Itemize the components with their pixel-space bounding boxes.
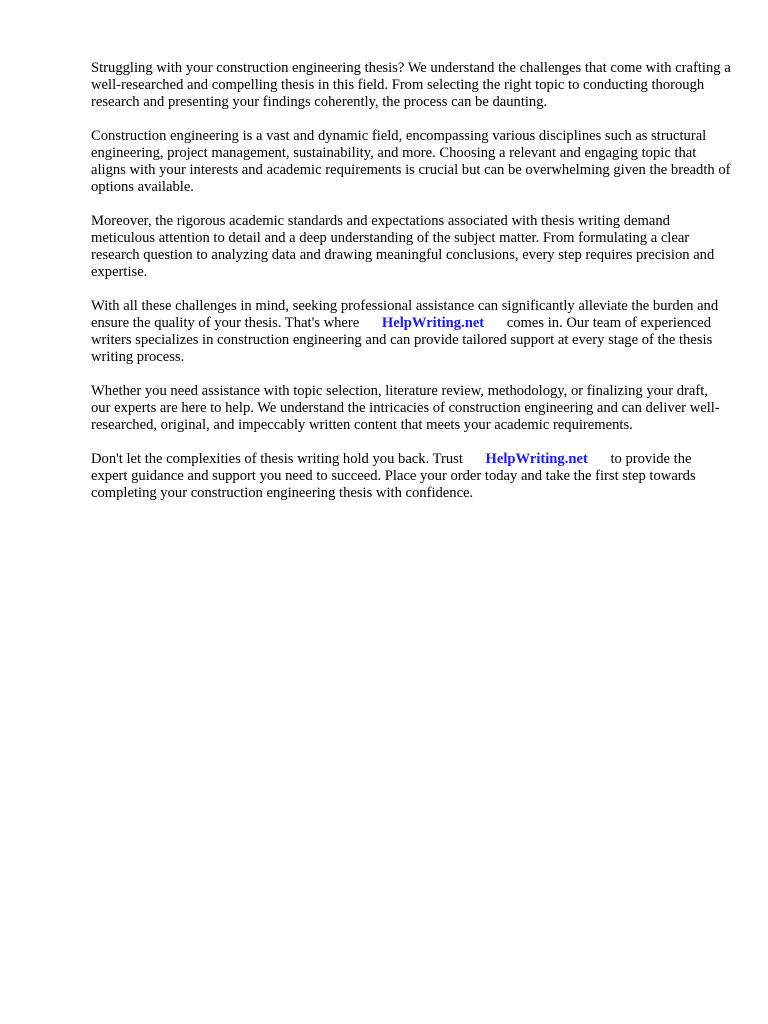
- paragraph-academic-standards: Moreover, the rigorous academic standards and expectations associated with thesis writing demand meticulous attention to detail and a deep understanding of the subject matter. From formulating a clear research question to analyzing data and drawing meaningful conclusions, every step requires precision and expertise.: [91, 213, 715, 280]
- paragraph-assistance-text-before: With all these challenges in mind, seeking professional assistance can significantly alleviate the burden and ensure the quality of your thesis. That's where: [91, 298, 719, 331]
- paragraph-assistance: [91, 298, 731, 366]
- document-body: [91, 60, 731, 519]
- paragraph-intro: Struggling with your construction engineering thesis? We understand the challenges that come with crafting a well-researched and compelling thesis in this field. From selecting the right topic to conducting thorough research and presenting your findings coherently, the process can be daunting.: [91, 60, 731, 110]
- paragraph-cta-text-after: to provide the expert guidance and support you need to succeed. Place your order today and take the first step towards completing your construction engineering thesis with confidence.: [91, 451, 696, 501]
- helpwriting-link[interactable]: HelpWriting.net: [381, 315, 485, 331]
- paragraph-services: Whether you need assistance with topic selection, literature review, methodology, or finalizing your draft, our experts are here to help. We understand the intricacies of construction engineering and can deliver well-researched, original, and impeccably written content that meets your academic requirements.: [91, 383, 720, 433]
- paragraph-call-to-action: [91, 451, 731, 502]
- paragraph-assistance-text-after: comes in. Our team of experienced writers specializes in construction engineering and can provide tailored support at every stage of the thesis writing process.: [91, 315, 713, 365]
- helpwriting-link-cta[interactable]: HelpWriting.net: [485, 451, 588, 467]
- paragraph-field-overview: Construction engineering is a vast and dynamic field, encompassing various disciplines such as structural engineering, project management, sustainability, and more. Choosing a relevant and engaging topic that aligns with your interests and academic requirements is crucial but can be overwhelming given the breadth of options available.: [91, 128, 731, 195]
- paragraph-cta-text-before: Don't let the complexities of thesis writing hold you back. Trust: [91, 451, 463, 467]
